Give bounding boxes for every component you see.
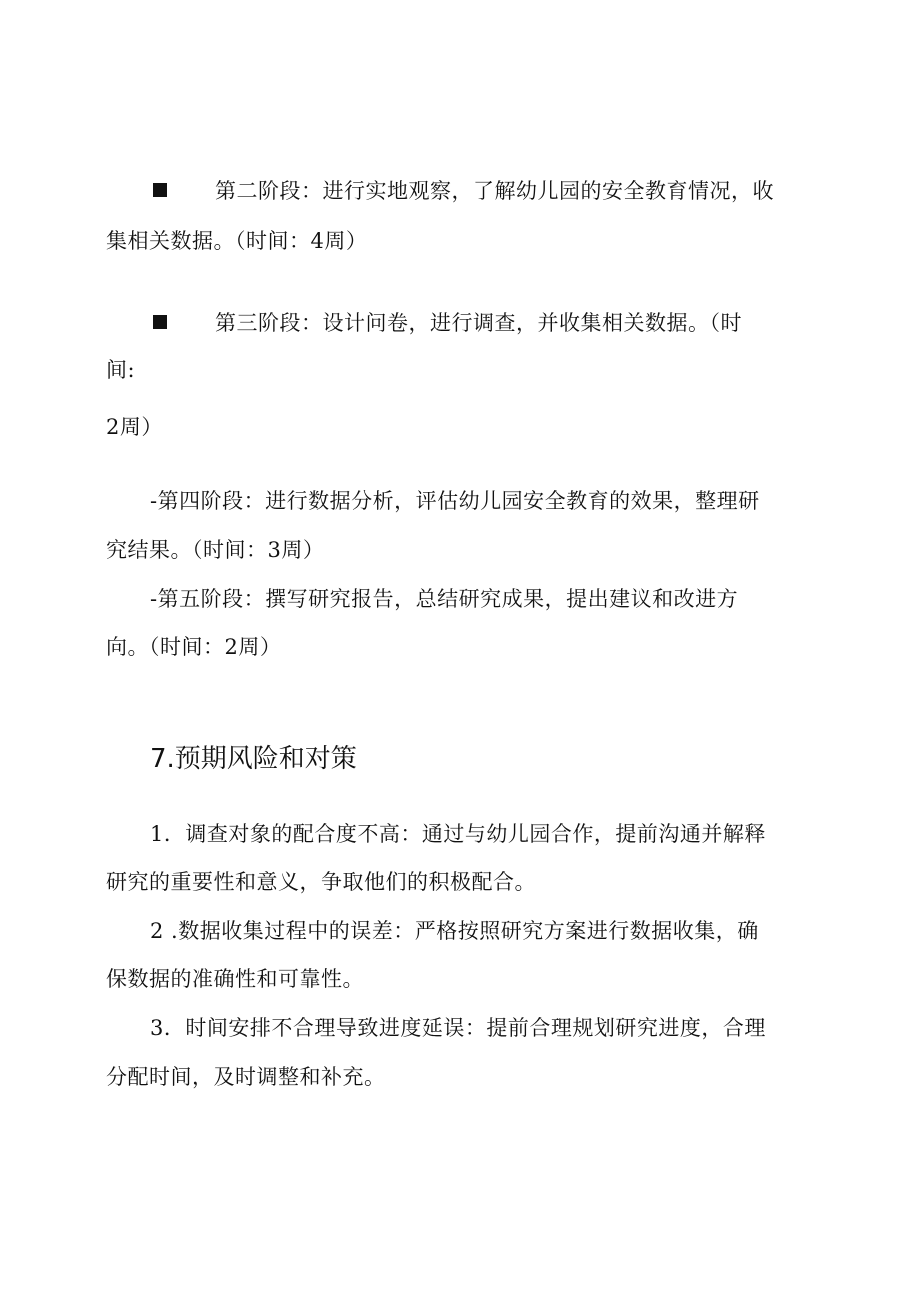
phase2-text-line1: 第二阶段：进行实地观察，了解幼儿园的安全教育情况，收 [215, 179, 774, 203]
risk-item-2-line1: 2 .数据收集过程中的误差：严格按照研究方案进行数据收集，确 [150, 919, 759, 943]
risk-item-3-line1: 3．时间安排不合理导致进度延误：提前合理规划研究进度，合理 [150, 1016, 766, 1040]
phase2-line2: 集相关数据。（时间：4周） [106, 229, 368, 253]
phase2-line1 [153, 176, 774, 206]
risk-item-1-line1: 1．调查对象的配合度不高：通过与幼儿园合作，提前沟通并解释 [150, 822, 766, 846]
phase3-line2: 间: [106, 358, 136, 382]
risk-item-3-line2: 分配时间，及时调整和补充。 [106, 1065, 386, 1089]
phase5-line1: -第五阶段：撰写研究报告，总结研究成果，提出建议和改进方 [150, 587, 739, 611]
phase4-line2: 究结果。（时间：3周） [106, 538, 325, 562]
black-square-bullet-icon [153, 315, 167, 329]
phase4-line1: -第四阶段：进行数据分析，评估幼儿园安全教育的效果，整理研 [150, 489, 760, 513]
phase3-text-line1: 第三阶段：设计问卷，进行调查，并收集相关数据。（时 [215, 311, 742, 335]
section-heading: 7.预期风险和对策 [150, 744, 357, 774]
phase3-line3: 2周） [106, 415, 163, 439]
risk-item-1-line2: 研究的重要性和意义，争取他们的积极配合。 [106, 870, 536, 894]
risk-item-2-line2: 保数据的准确性和可靠性。 [106, 967, 364, 991]
phase3-line1 [153, 308, 742, 338]
phase5-line2: 向。（时间：2周） [106, 635, 282, 659]
black-square-bullet-icon [153, 183, 167, 197]
